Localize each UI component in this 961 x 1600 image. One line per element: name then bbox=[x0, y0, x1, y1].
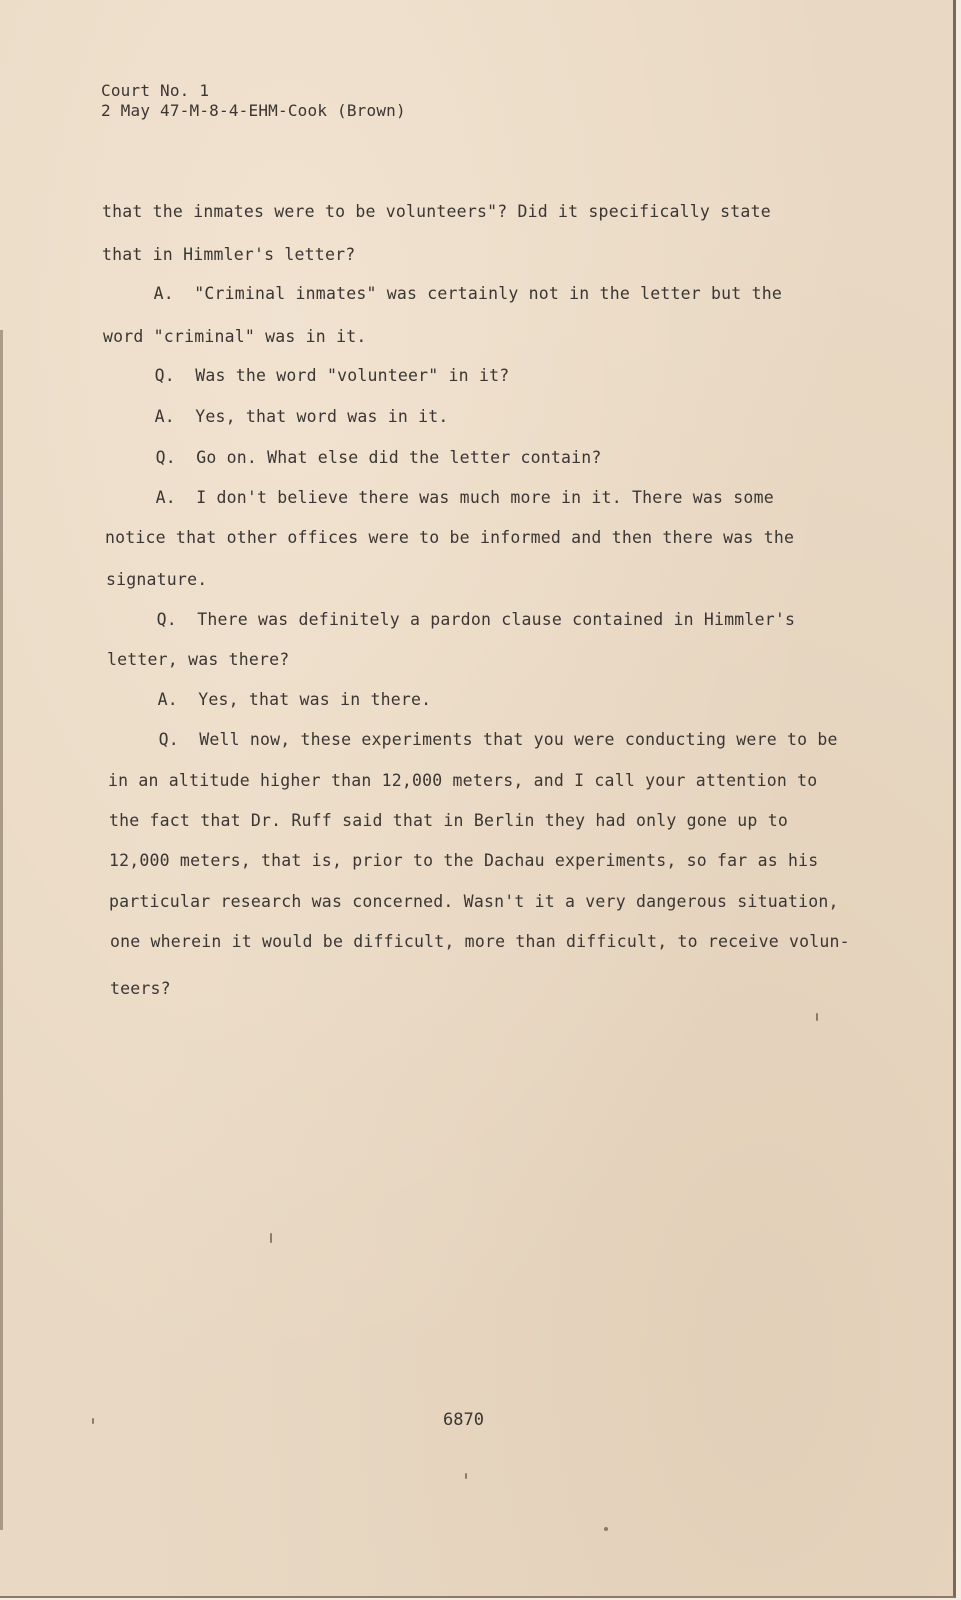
page-edge-shadow bbox=[0, 330, 3, 1530]
transcript-line: 12,000 meters, that is, prior to the Dachau experiments, so far as his bbox=[109, 851, 819, 870]
transcript-line: in an altitude higher than 12,000 meters, and I call your attention to bbox=[108, 771, 818, 790]
page-number: 6870 bbox=[443, 1410, 484, 1430]
transcript-line: signature. bbox=[106, 570, 208, 589]
session-reference: 2 May 47-M-8-4-EHM-Cook (Brown) bbox=[101, 101, 406, 120]
paper-speck bbox=[604, 1527, 608, 1531]
court-number: Court No. 1 bbox=[101, 81, 210, 100]
paper-speck bbox=[465, 1473, 467, 1479]
transcript-line: A. Yes, that word was in it. bbox=[104, 407, 449, 426]
transcript-line: that in Himmler's letter? bbox=[102, 245, 356, 264]
transcript-line: Q. Go on. What else did the letter contain? bbox=[105, 448, 602, 467]
transcript-line: A. I don't believe there was much more in it. There was some bbox=[105, 488, 774, 507]
transcript-line: teers? bbox=[110, 979, 171, 998]
transcript-line: A. "Criminal inmates" was certainly not in the letter but the bbox=[103, 284, 782, 303]
transcript-line: word "criminal" was in it. bbox=[103, 327, 367, 346]
paper-speck bbox=[816, 1013, 818, 1021]
transcript-line: A. Yes, that was in there. bbox=[107, 690, 432, 709]
paper-speck bbox=[270, 1233, 272, 1243]
transcript-line: the fact that Dr. Ruff said that in Berlin they had only gone up to bbox=[109, 811, 788, 830]
transcript-line: particular research was concerned. Wasn't it a very dangerous situation, bbox=[109, 892, 839, 911]
transcript-line: Q. Well now, these experiments that you were conducting were to be bbox=[108, 730, 838, 749]
transcript-line: one wherein it would be difficult, more than difficult, to receive volun- bbox=[110, 932, 850, 951]
transcript-line: that the inmates were to be volunteers"? Did it specifically state bbox=[102, 202, 771, 221]
paper-speck bbox=[92, 1418, 94, 1424]
transcript-line: Q. There was definitely a pardon clause contained in Himmler's bbox=[106, 610, 796, 629]
transcript-line: letter, was there? bbox=[107, 650, 290, 669]
transcript-line: notice that other offices were to be informed and then there was the bbox=[105, 528, 795, 547]
transcript-line: Q. Was the word "volunteer" in it? bbox=[104, 366, 510, 385]
